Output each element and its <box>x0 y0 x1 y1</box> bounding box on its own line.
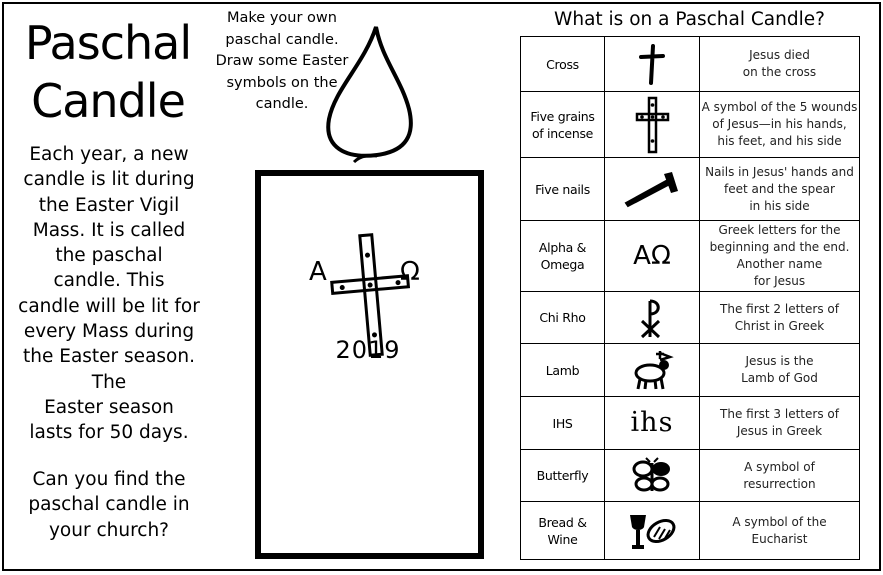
symbol-name <box>521 450 605 502</box>
desc-line: A symbol of the 5 wounds <box>701 100 858 114</box>
intro-line: lasts for 50 days. <box>29 422 189 444</box>
title-line: Paschal <box>24 16 192 70</box>
name-line: of incense <box>531 125 594 141</box>
intro-line: Each year, a new <box>29 144 189 165</box>
name-line: Lamb <box>545 362 580 378</box>
desc-line: A symbol of <box>744 459 815 474</box>
intro-line: the Easter Vigil <box>38 194 180 216</box>
symbol-description <box>700 292 860 344</box>
table-row <box>521 450 860 502</box>
instruction-line: Draw some Easter <box>215 53 349 69</box>
table-row <box>521 292 860 344</box>
intro-line: candle is lit during <box>23 169 195 191</box>
symbol-name <box>521 92 605 158</box>
name-line: Chi Rho <box>539 310 586 325</box>
desc-line: in his side <box>749 198 810 213</box>
bread-wine-icon <box>626 509 678 553</box>
symbol-description <box>700 344 860 397</box>
desc-line: Christ in Greek <box>734 318 825 333</box>
symbol-name <box>521 397 605 450</box>
intro-line: candle. This <box>53 270 165 292</box>
candle-year: 2019 <box>335 336 401 364</box>
table-row <box>521 221 860 292</box>
intro-text <box>14 142 204 446</box>
cross-icon <box>632 42 672 86</box>
symbol-name <box>521 221 605 292</box>
desc-line: on the cross <box>742 65 817 79</box>
symbol-icon-cell <box>605 221 700 292</box>
desc-line: for Jesus <box>753 274 806 288</box>
intro-line: Easter season <box>44 396 174 418</box>
table-row <box>521 92 860 158</box>
desc-line: Jesus is the <box>745 354 814 368</box>
page-title <box>18 14 198 130</box>
symbols-table <box>520 36 860 560</box>
butterfly-icon <box>630 457 674 495</box>
symbol-icon-cell <box>605 158 700 221</box>
question-text <box>14 467 204 543</box>
alpha-omega-icon: AΩ <box>633 241 671 271</box>
symbol-name <box>521 158 605 221</box>
symbol-description <box>700 450 860 502</box>
symbol-icon-cell <box>605 292 700 344</box>
desc-line: Eucharist <box>751 531 808 546</box>
desc-line: Jesus in Greek <box>736 424 823 438</box>
question-line: your church? <box>48 519 169 541</box>
symbol-description <box>700 502 860 560</box>
nail-icon <box>622 169 682 209</box>
candle-drawing <box>249 19 494 559</box>
name-line: Five nails <box>535 181 590 197</box>
ihs-icon: ihs <box>630 407 674 438</box>
intro-line: the paschal <box>55 245 163 267</box>
instruction-line: candle. <box>255 96 309 112</box>
symbol-name <box>521 292 605 344</box>
name-line: Wine <box>547 531 578 547</box>
table-row <box>521 344 860 397</box>
lamb-icon <box>630 349 674 391</box>
instruction-line: paschal candle. <box>225 31 339 48</box>
symbol-description <box>700 158 860 221</box>
instruction-line: Make your own <box>227 10 337 26</box>
symbol-icon-cell <box>605 92 700 158</box>
intro-line: The <box>91 371 127 393</box>
table-row <box>521 158 860 221</box>
desc-line: Jesus died <box>749 48 810 62</box>
table-title: What is on a Paschal Candle? <box>554 9 825 30</box>
symbol-description <box>700 92 860 158</box>
flame-icon <box>328 27 411 156</box>
symbol-icon-cell <box>605 37 700 92</box>
symbol-description <box>700 37 860 92</box>
desc-line: Another name <box>736 257 823 271</box>
symbol-icon-cell <box>605 450 700 502</box>
symbol-description <box>700 221 860 292</box>
symbol-description <box>700 397 860 450</box>
table-row <box>521 37 860 92</box>
name-line: Cross <box>546 56 579 72</box>
desc-line: The first 3 letters of <box>720 407 839 421</box>
name-line: Five grains <box>530 108 595 124</box>
desc-line: feet and the spear <box>724 181 835 196</box>
intro-line: the Easter season. <box>23 346 195 368</box>
symbol-icon-cell <box>605 344 700 397</box>
desc-line: beginning and the end. <box>709 240 850 254</box>
symbol-icon-cell <box>605 502 700 560</box>
instruction-line: symbols on the <box>226 74 338 91</box>
title-line: Candle <box>31 74 185 128</box>
desc-line: resurrection <box>743 476 816 491</box>
table-row <box>521 397 860 450</box>
intro-line: candle will be lit for <box>18 295 200 317</box>
desc-line: The first 2 letters of <box>720 301 839 316</box>
candle-alpha: A <box>309 257 327 287</box>
desc-line: Nails in Jesus' hands and <box>705 164 854 179</box>
name-line: Alpha & <box>538 240 587 255</box>
incense-cross-icon <box>632 95 672 155</box>
symbol-name <box>521 502 605 560</box>
symbol-name <box>521 344 605 397</box>
intro-line: every Mass during <box>23 321 195 343</box>
desc-line: Lamb of God <box>741 371 818 385</box>
question-line: paschal candle in <box>28 494 190 516</box>
desc-line: Greek letters for the <box>718 223 841 237</box>
name-line: Butterfly <box>536 468 589 483</box>
intro-line: Mass. It is called <box>32 219 186 241</box>
desc-line: his feet, and his side <box>717 134 842 148</box>
desc-line: A symbol of the <box>732 514 827 529</box>
worksheet-page <box>2 2 881 571</box>
name-line: Omega <box>540 257 585 272</box>
table-row <box>521 502 860 560</box>
symbol-name <box>521 37 605 92</box>
candle-omega: Ω <box>400 257 420 287</box>
chi-rho-icon <box>637 297 667 339</box>
symbol-icon-cell <box>605 397 700 450</box>
question-line: Can you find the <box>32 469 186 490</box>
name-line: IHS <box>552 415 573 431</box>
desc-line: of Jesus—in his hands, <box>712 117 847 131</box>
name-line: Bread & <box>538 514 587 530</box>
